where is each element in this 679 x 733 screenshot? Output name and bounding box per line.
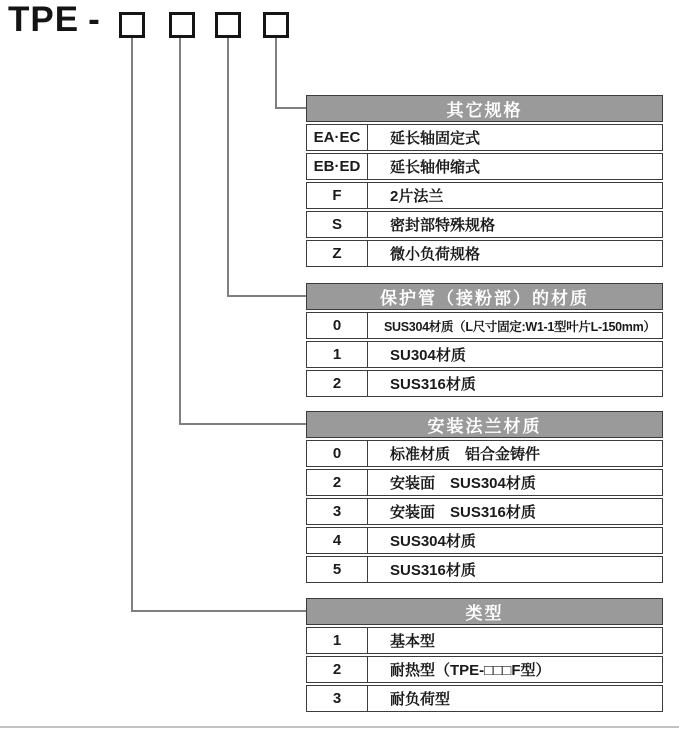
row-desc: SUS304材质 <box>390 533 476 550</box>
table-row <box>306 440 663 467</box>
table-row <box>306 211 663 238</box>
table-title: 保护管（接粉部）的材质 <box>380 289 589 308</box>
row-code: 1 <box>307 342 368 367</box>
table-row <box>306 527 663 554</box>
row-desc: SU304材质 <box>390 347 466 364</box>
model-hyphen: - <box>88 0 100 39</box>
row-desc: 密封部特殊规格 <box>390 217 496 234</box>
connector-line-box1-vertical <box>131 38 133 611</box>
row-code: EA·EC <box>307 125 368 150</box>
table-title: 类型 <box>465 604 504 623</box>
spec-table-mounting-flange-material <box>306 411 663 583</box>
connector-line-box2-horizontal <box>179 423 306 425</box>
connector-line-box3-horizontal <box>227 295 306 297</box>
table-row <box>306 498 663 525</box>
row-code: Z <box>307 241 368 266</box>
row-code: 2 <box>307 470 368 495</box>
row-code: EB·ED <box>307 154 368 179</box>
table-row <box>306 627 663 654</box>
table-row <box>306 124 663 151</box>
row-desc: 基本型 <box>390 633 436 650</box>
row-code: 4 <box>307 528 368 553</box>
table-row <box>306 685 663 712</box>
row-desc: 安装面 SUS304材质 <box>390 475 536 492</box>
connector-line-box4-vertical <box>275 38 277 108</box>
row-desc: 安装面 SUS316材质 <box>390 504 536 521</box>
spec-table-other-specs <box>306 95 663 267</box>
table-header <box>306 411 663 438</box>
table-row <box>306 341 663 368</box>
digit-box-3 <box>215 12 241 38</box>
row-code: 2 <box>307 371 368 396</box>
row-desc: 标准材质 铝合金铸件 <box>390 446 541 463</box>
table-title: 安装法兰材质 <box>427 417 542 436</box>
page-bottom-rule <box>0 726 679 728</box>
row-code: 3 <box>307 686 368 711</box>
table-row <box>306 182 663 209</box>
row-code: 2 <box>307 657 368 682</box>
row-desc: 延长轴伸缩式 <box>390 159 481 176</box>
digit-box-2 <box>169 12 195 38</box>
connector-line-box3-vertical <box>227 38 229 296</box>
connector-line-box4-horizontal <box>275 107 306 109</box>
table-row <box>306 656 663 683</box>
table-title: 其它规格 <box>446 101 523 120</box>
connector-line-box2-vertical <box>179 38 181 424</box>
table-row <box>306 370 663 397</box>
spec-table-type <box>306 598 663 712</box>
row-desc: 耐热型（TPE-□□□F型） <box>390 662 551 679</box>
table-row <box>306 240 663 267</box>
row-code: F <box>307 183 368 208</box>
row-desc: 2片法兰 <box>390 188 444 205</box>
table-row <box>306 556 663 583</box>
row-desc: SUS316材质 <box>390 562 476 579</box>
row-code: 5 <box>307 557 368 582</box>
row-desc: SUS304材质（L尺寸固定:W1-1型叶片L-150mm） <box>384 319 656 334</box>
table-row <box>306 469 663 496</box>
table-row <box>306 312 663 339</box>
table-row <box>306 153 663 180</box>
row-desc: 耐负荷型 <box>390 691 451 708</box>
row-desc: SUS316材质 <box>390 376 476 393</box>
table-header <box>306 95 663 122</box>
digit-box-4 <box>263 12 289 38</box>
connector-line-box1-horizontal <box>131 610 306 612</box>
model-prefix: TPE <box>8 0 80 39</box>
row-code: 1 <box>307 628 368 653</box>
table-header <box>306 283 663 310</box>
row-desc: 延长轴固定式 <box>390 130 481 147</box>
table-header <box>306 598 663 625</box>
model-code <box>8 0 100 40</box>
row-code: 0 <box>307 313 368 338</box>
digit-box-1 <box>119 12 145 38</box>
row-code: 0 <box>307 441 368 466</box>
row-code: 3 <box>307 499 368 524</box>
row-code: S <box>307 212 368 237</box>
spec-table-protection-tube-material <box>306 283 663 397</box>
row-desc: 微小负荷规格 <box>390 246 481 263</box>
